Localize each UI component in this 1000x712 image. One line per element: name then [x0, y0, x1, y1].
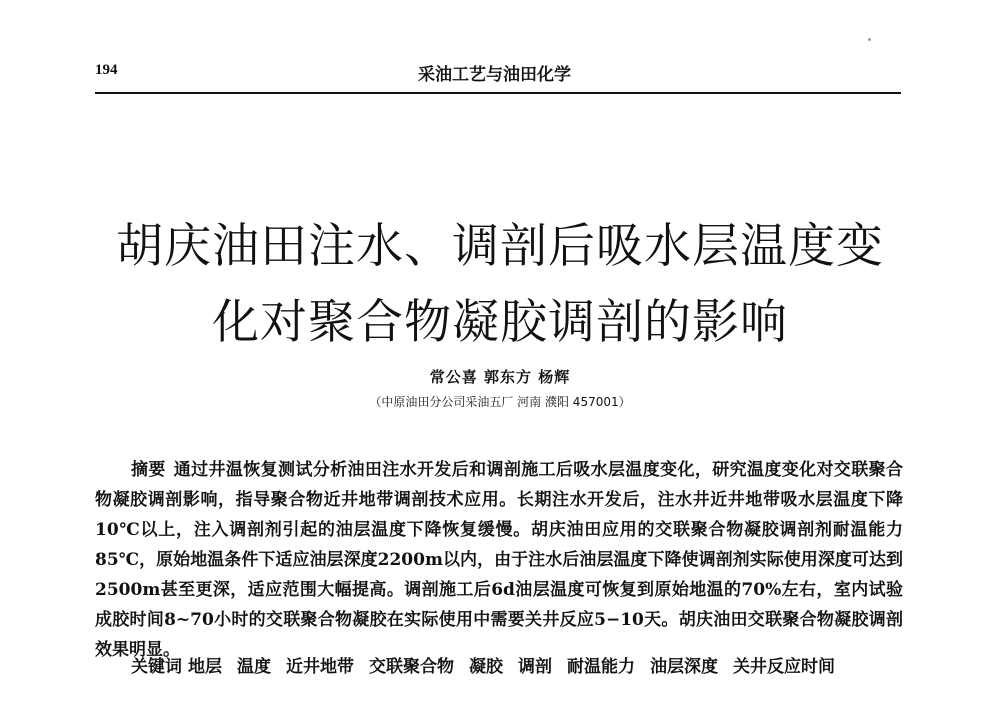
abstract-label: 摘要: [131, 460, 166, 480]
header-rule: [95, 92, 901, 94]
keyword: 调剖: [518, 657, 552, 677]
affiliation: （中原油田分公司采油五厂 河南 濮阳 457001）: [369, 395, 631, 409]
title-line-1: 胡庆油田注水、调剖后吸水层温度变: [116, 219, 884, 275]
keywords: [95, 653, 903, 681]
authors: 常公喜 郭东方 杨辉: [429, 368, 571, 386]
page-number: 194: [95, 62, 118, 78]
keyword: 凝胶: [469, 657, 503, 677]
keyword: 温度: [237, 657, 271, 677]
abstract-text: 通过井温恢复测试分析油田注水开发后和调剖施工后吸水层温度变化，研究温度变化对交联聚合物凝胶调剖影响，指导聚合物近井地带调剖技术应用。长期注水开发后，注水井近井地带吸水层温度下降10℃以上，注入调剖剂引起的油层温度下降恢复缓慢。胡庆油田应用的交联聚合物凝胶调剖剂耐温能力85℃，原始地温条件下适应油层深度2200m以内，由于注水后油层温度下降使调剖剂实际使用深度可达到2500m甚至更深，适应范围大幅提高。调剖施工后6d油层温度可恢复到原始地温的70%左右，室内试验成胶时间8~70小时的交联聚合物凝胶在实际使用中需要关井反应5−10天。胡庆油田交联聚合物凝胶调剖效果明显。: [95, 460, 904, 660]
keyword: 关井反应时间: [733, 657, 835, 677]
keywords-label: 关键词: [131, 657, 182, 677]
abstract: [95, 455, 903, 665]
keyword: 近井地带: [286, 657, 354, 677]
keyword: 耐温能力: [567, 657, 635, 677]
article-title: [60, 209, 940, 361]
keyword: 油层深度: [650, 657, 718, 677]
scan-speck: [868, 38, 871, 41]
keyword: 地层: [188, 657, 222, 677]
title-line-2: 化对聚合物凝胶调剖的影响: [212, 295, 788, 351]
journal-name: 采油工艺与油田化学: [418, 65, 571, 85]
keyword: 交联聚合物: [369, 657, 454, 677]
